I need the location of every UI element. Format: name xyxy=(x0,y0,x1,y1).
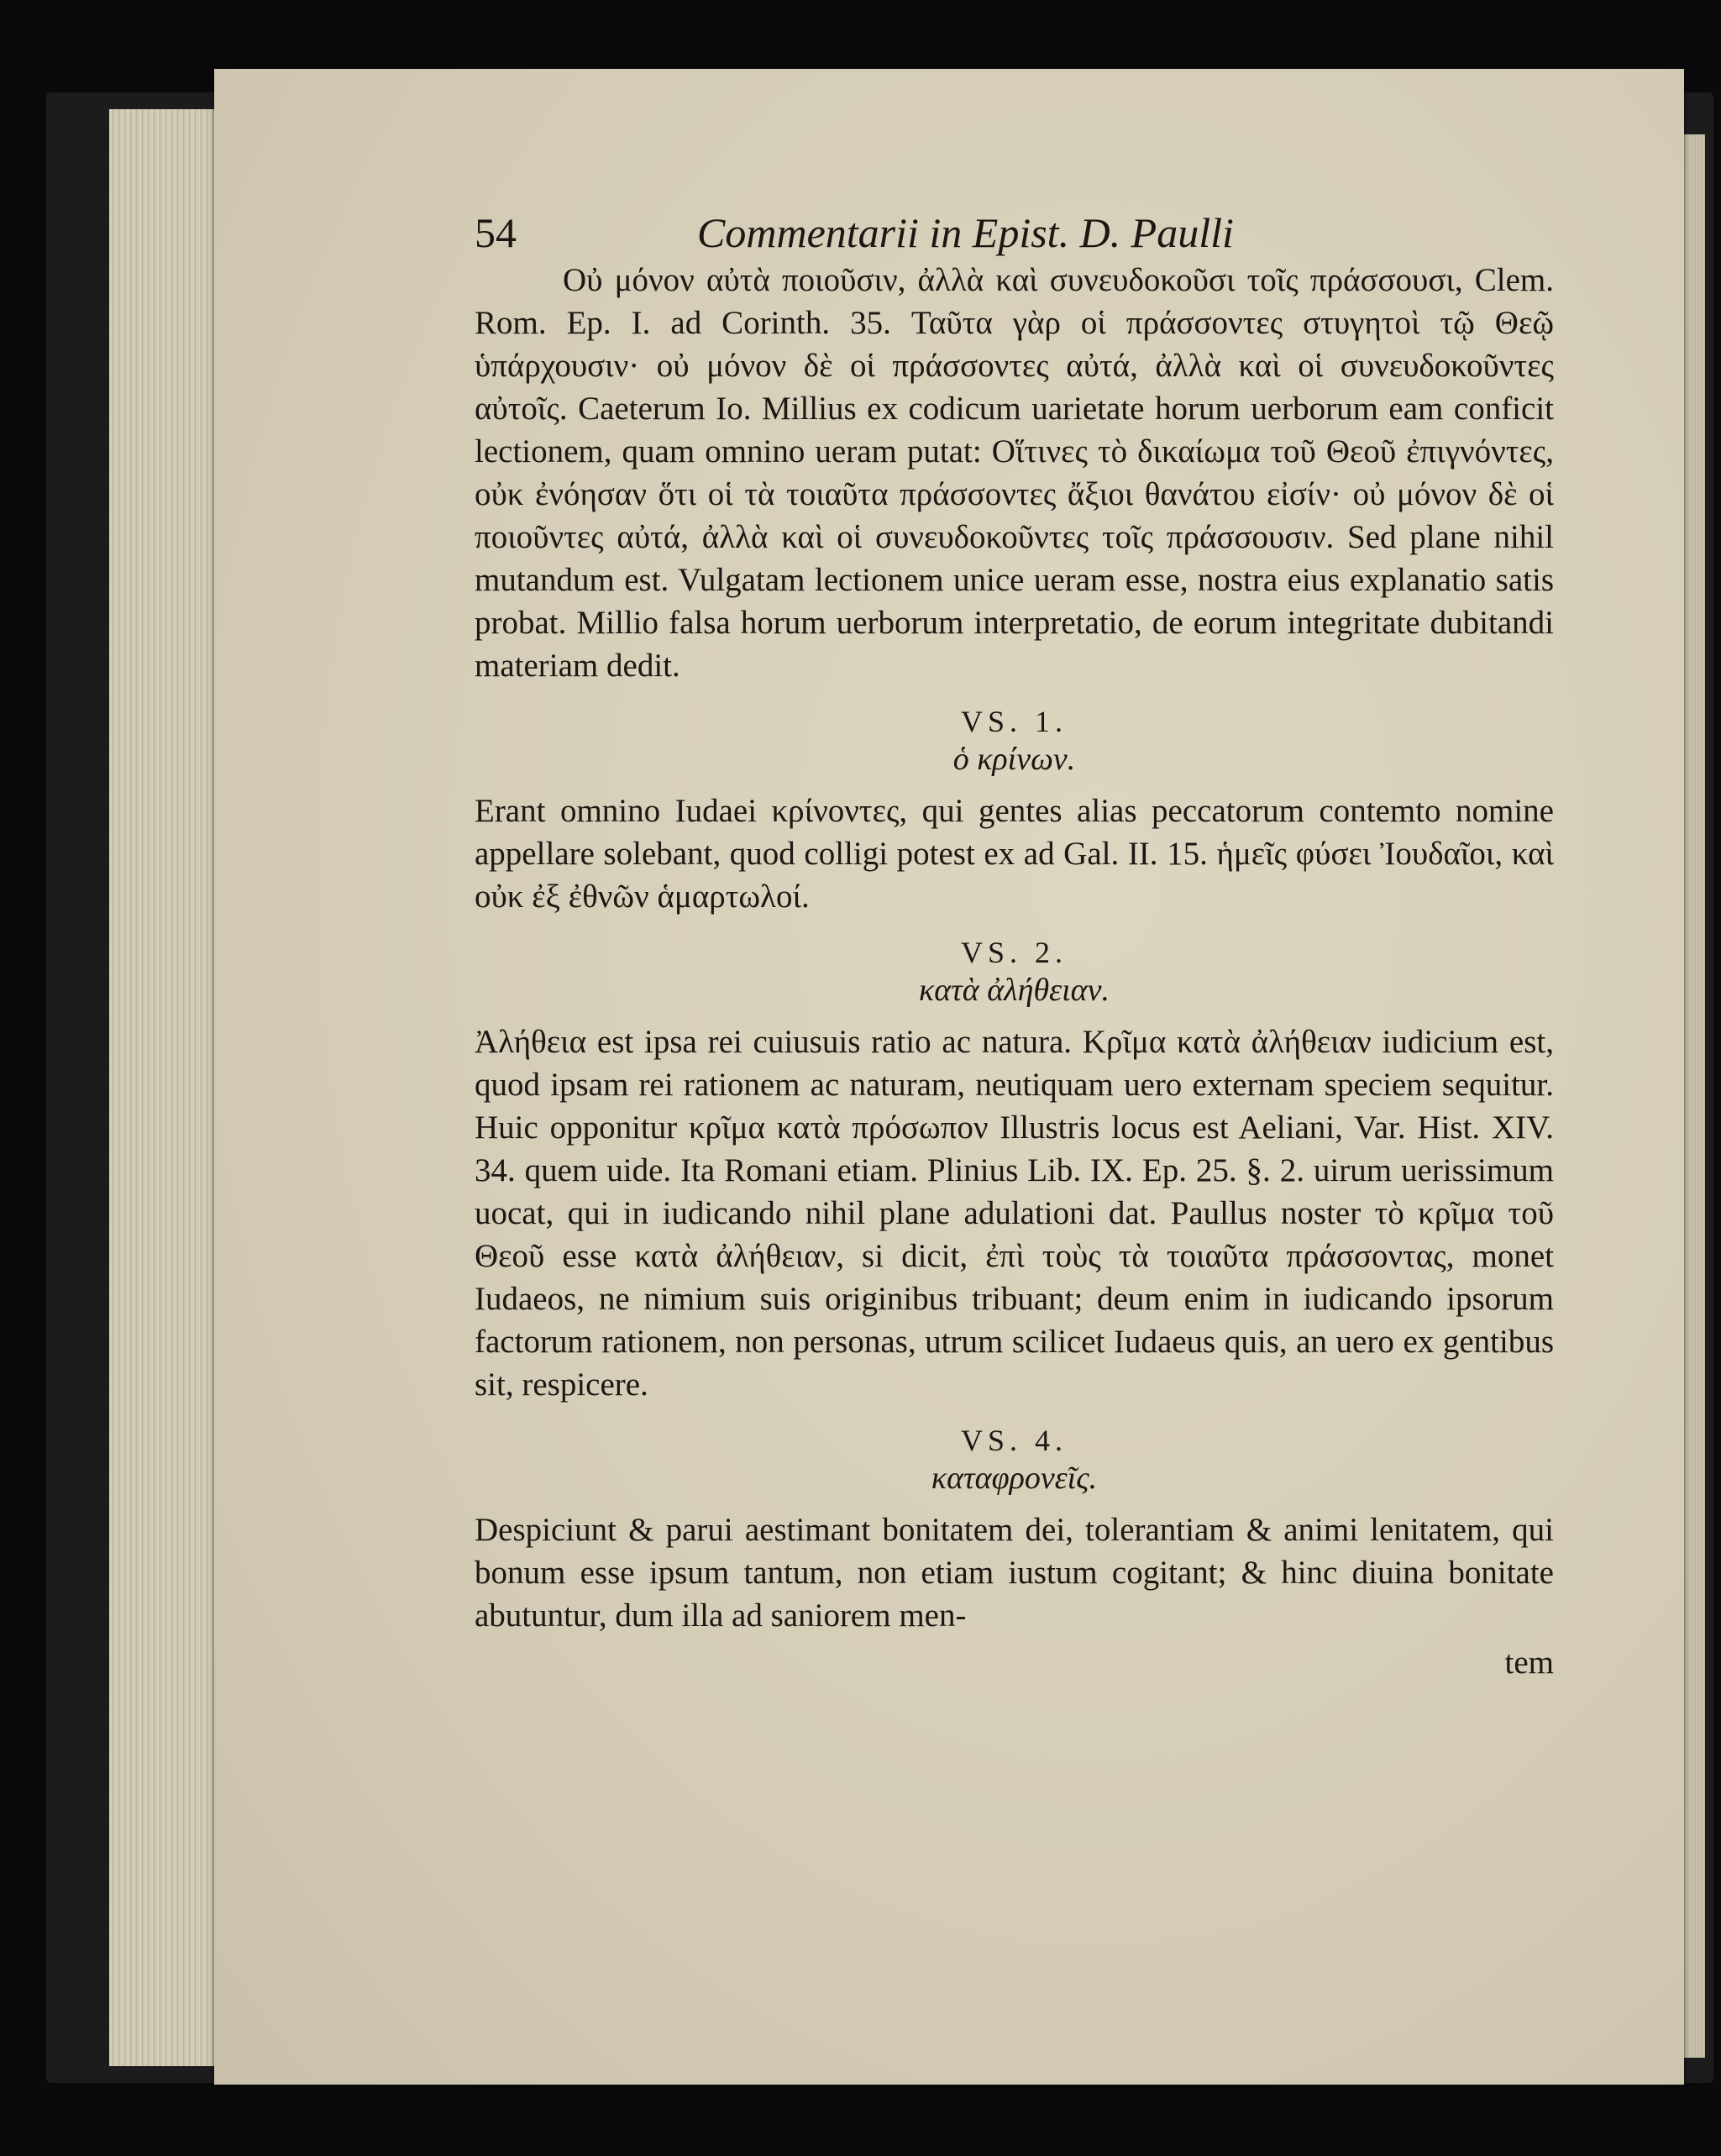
verse-2-lemma: κατὰ ἀλήθειαν. xyxy=(919,973,1110,1008)
verse-2-label: VS. 2. xyxy=(960,936,1068,969)
verse-4-label: VS. 4. xyxy=(960,1424,1068,1457)
paragraph-2: Erant omnino Iudaei κρίνοντες, qui gentes alias peccatorum contemto nomine appellare solebant, quod colligi potest ex ad Gal. II. 15. ἡμεῖς φύσει Ἰουδαῖοι, καὶ οὐκ ἐξ ἐθνῶν ἁμαρτωλοί. xyxy=(475,793,1554,915)
paragraph-3: Ἀλήθεια est ipsa rei cuiusuis ratio ac natura. Κρῖμα κατὰ ἀλήθειαν iudicium est, quod ipsam rei rationem ac naturam, neutiquam uero externam speciem sequitur. Huic opponitur κρῖμα κατὰ πρόσωπον Illustris locus est Aeliani, Var. Hist. XIV. 34. quem uide. Ita Romani etiam. Plinius Lib. IX. Ep. 25. §. 2. uirum uerissimum uocat, qui in iudicando nihil plane adulationi dat. Paullus noster τὸ κρῖμα τοῦ Θεοῦ esse κατὰ ἀλήθειαν, si dicit, ἐπὶ τοὺς τὰ τοιαῦτα πράσσοντας, monet Iudaeos, ne nimium suis originibus tribuant; deum enim in iudicando ipsorum factorum rationem, non personas, utrum scilicet Iudaeus quis, an uero ex gentibus sit, respicere. xyxy=(475,1024,1554,1403)
catchword: tem xyxy=(1504,1645,1554,1681)
paragraph-4: Despiciunt & parui aestimant bonitatem dei, tolerantiam & animi lenitatem, qui bonum esse ipsum tantum, non etiam iustum cogitant; & hinc diuina bonitate abutuntur, dum illa ad saniorem men- xyxy=(475,1512,1554,1634)
paragraph-1: Οὐ μόνον αὐτὰ ποιοῦσιν, ἀλλὰ καὶ συνευδοκοῦσι τοῖς πράσσουσι, Clem. Rom. Ep. I. ad Corinth. 35. Ταῦτα γὰρ οἱ πράσσοντες στυγητοὶ τῷ Θεῷ ὑπάρχουσιν· οὐ μόνον δὲ οἱ πράσσοντες αὐτά, ἀλλὰ καὶ οἱ συνευδοκοῦντες αὐτοῖς. Caeterum Io. Millius ex codicum uarietate horum uerborum eam conficit lectionem, quam omnino ueram putat: Οἵτινες τὸ δικαίωμα τοῦ Θεοῦ ἐπιγνόντες, οὐκ ἐνόησαν ὅτι οἱ τὰ τοιαῦτα πράσσοντες ἄξιοι θανάτου εἰσίν· οὐ μόνον δὲ οἱ ποιοῦντες αὐτά, ἀλλὰ καὶ οἱ συνευδοκοῦντες τοῖς πράσσουσιν. Sed plane nihil mutandum est. Vulgatam lectionem unice ueram esse, nostra eius explanatio satis probat. Millio falsa horum uerborum interpretatio, de eorum integritate dubitandi materiam dedit. xyxy=(475,262,1554,684)
page-header xyxy=(475,191,1554,256)
verse-1-lemma: ὁ κρίνων. xyxy=(952,742,1076,777)
verse-1-label: VS. 1. xyxy=(960,705,1068,738)
running-title: Commentarii in Epist. D. Paulli xyxy=(697,209,1234,256)
page-content xyxy=(475,191,1554,1681)
page-number: 54 xyxy=(475,209,517,256)
verse-4-lemma: καταφρονεῖς. xyxy=(931,1461,1098,1496)
